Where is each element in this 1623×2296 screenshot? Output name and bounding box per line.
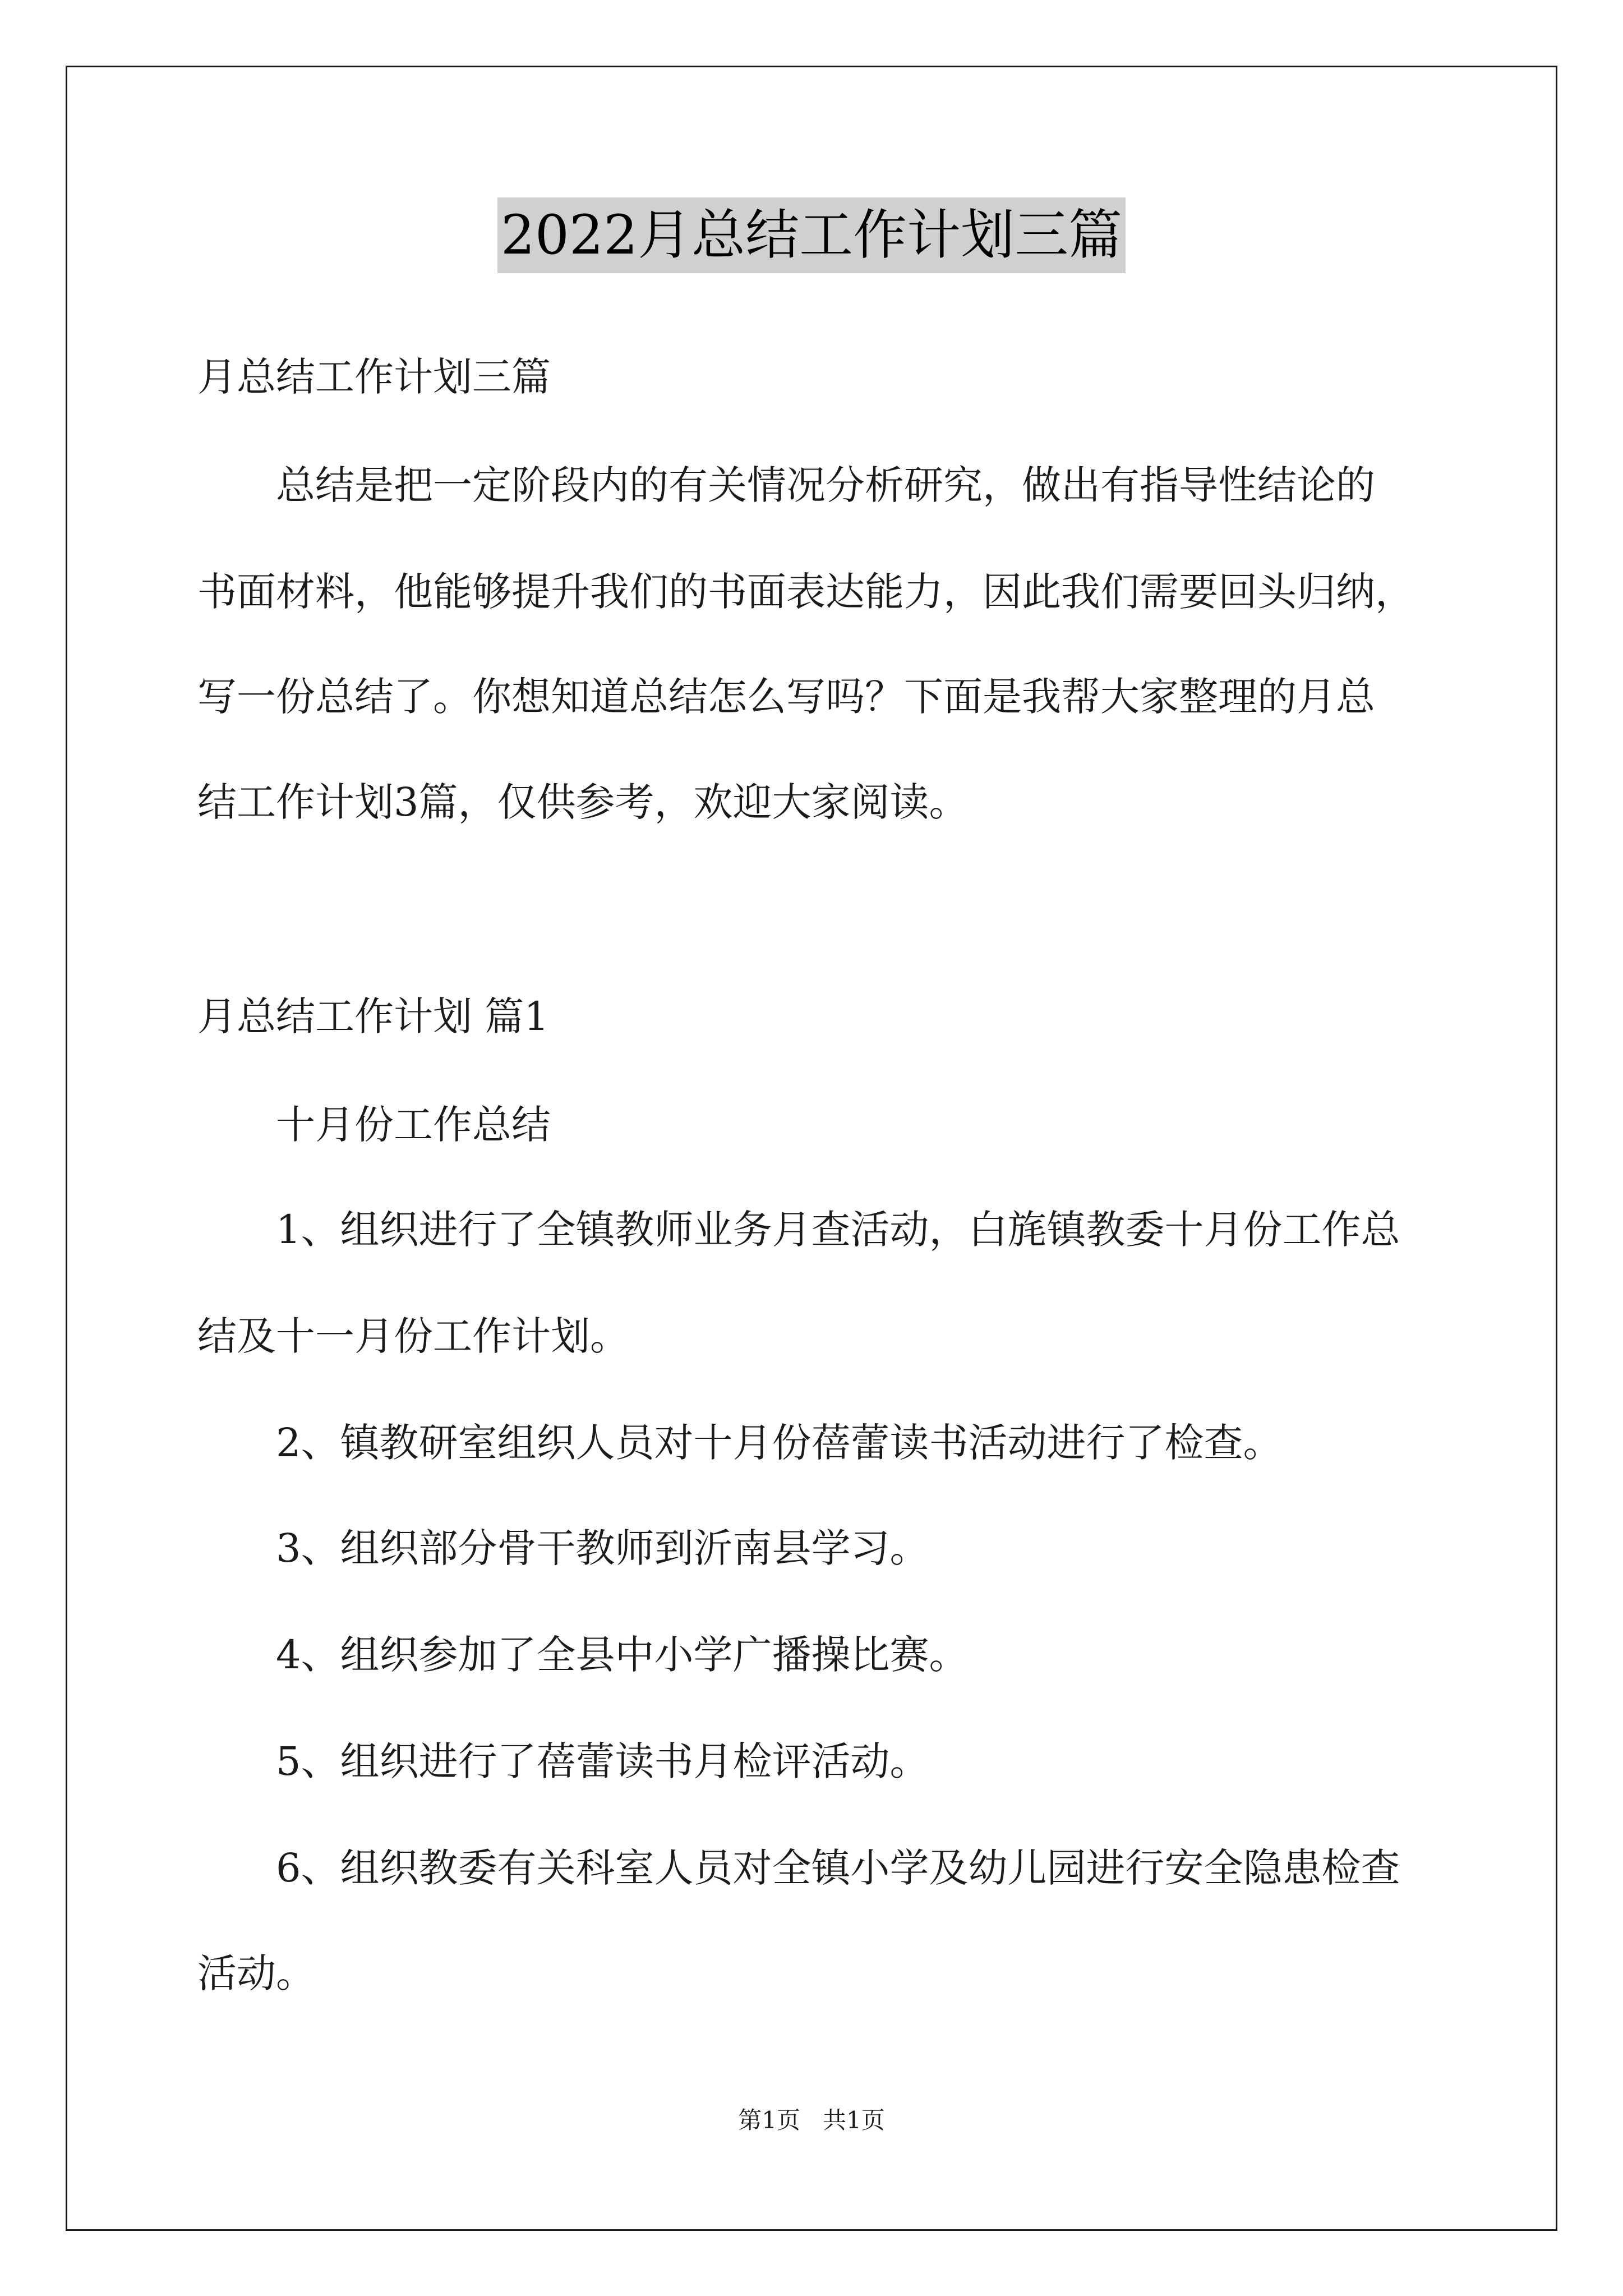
list-item-6-line-1: 6、组织教委有关科室人员对全镇小学及幼儿园进行安全隐患检查: [276, 1845, 1400, 1891]
page-footer: 第1页 共1页: [738, 2106, 885, 2134]
list-item-4: 4、组织参加了全县中小学广播操比赛。: [276, 1632, 969, 1678]
list-item-1-line-2: 结及十一月份工作计划。: [197, 1313, 629, 1359]
section-heading: 月总结工作计划 篇1: [197, 993, 549, 1039]
intro-line-4: 结工作计划3篇，仅供参考，欢迎大家阅读。: [197, 779, 969, 825]
intro-line-2: 书面材料，他能够提升我们的书面表达能力，因此我们需要回头归纳，: [197, 569, 1414, 615]
list-item-2: 2、镇教研室组织人员对十月份蓓蕾读书活动进行了检查。: [276, 1420, 1283, 1466]
intro-line-1: 总结是把一定阶段内的有关情况分析研究，做出有指导性结论的: [276, 462, 1375, 508]
title-container: [0, 197, 1623, 273]
section-subheading: 十月份工作总结: [276, 1102, 551, 1148]
document-title: 2022月总结工作计划三篇: [497, 197, 1126, 273]
intro-line-3: 写一份总结了。你想知道总结怎么写吗？下面是我帮大家整理的月总: [197, 674, 1375, 720]
list-item-3: 3、组织部分骨干教师到沂南县学习。: [276, 1525, 929, 1571]
list-item-1-line-1: 1、组织进行了全镇教师业务月查活动，白旄镇教委十月份工作总: [276, 1207, 1400, 1253]
list-item-6-line-2: 活动。: [197, 1950, 315, 1996]
list-item-5: 5、组织进行了蓓蕾读书月检评活动。: [276, 1738, 929, 1784]
document-subtitle: 月总结工作计划三篇: [197, 354, 551, 400]
